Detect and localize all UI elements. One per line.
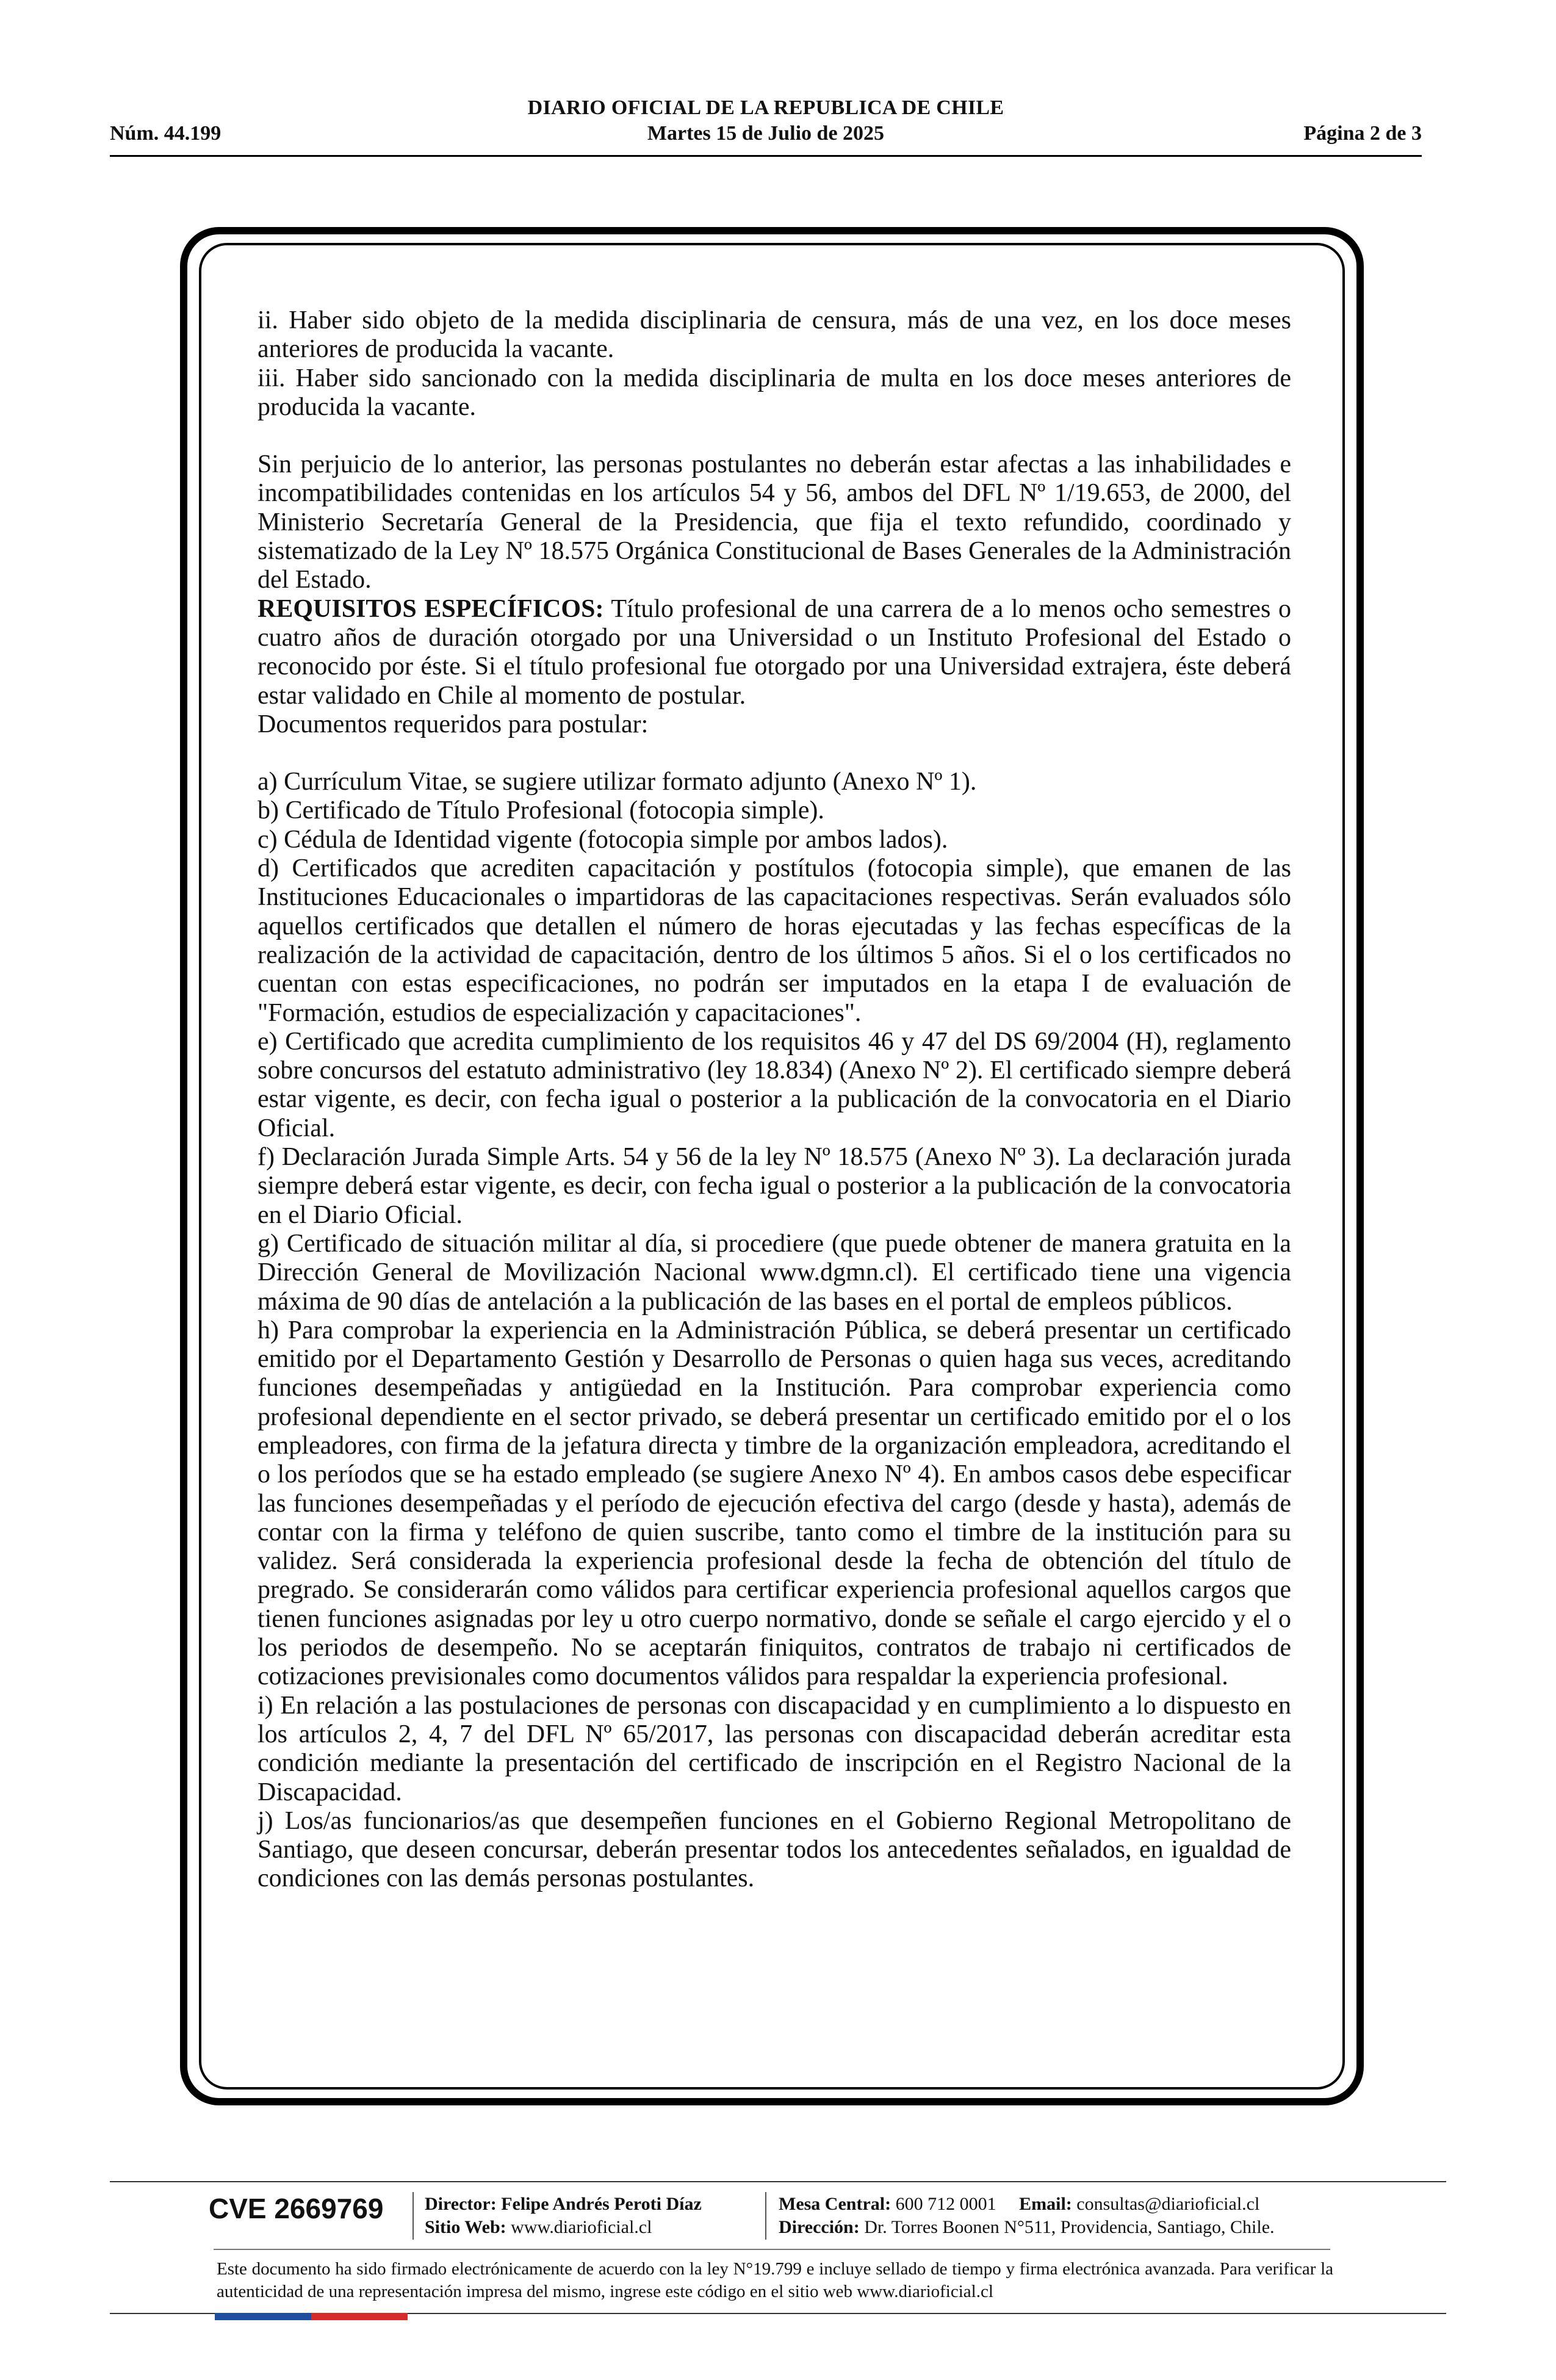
requisitos-label: REQUISITOS ESPECÍFICOS: xyxy=(258,594,604,623)
document-body xyxy=(258,306,1291,1894)
list-item-i: i) En relación a las postulaciones de personas con discapacidad y en cumplimiento a lo dispuesto en los artículos 2, 4, 7 del DFL Nº 65/2017, las personas con discapacidad deberán acreditar esta condición mediante la presentación del certificado de inscripción en el Registro Nacional de la Discapacidad. xyxy=(258,1691,1291,1806)
list-item-d: d) Certificados que acrediten capacitación y postítulos (fotocopia simple), que emanen de las Instituciones Educacionales o impartidoras de las capacitaciones respectivas. Serán evaluados sólo aquellos certificados que detallen el número de horas ejecutadas y las fechas específicas de la realización de la actividad de capacitación, dentro de los últimos 5 años. Si el o los certificados no cuentan con estas especificaciones, no podrán ser imputados en la etapa I de evaluación de "Formación, estudios de especialización y capacitaciones". xyxy=(258,854,1291,1027)
list-item-e: e) Certificado que acredita cumplimiento de los requisitos 46 y 47 del DS 69/2004 (H), reglamento sobre concursos del estatuto administrativo (ley 18.834) (Anexo Nº 2). El certificado siempre deberá estar vigente, es decir, con fecha igual o posterior a la publicación de la convocatoria en el Diario Oficial. xyxy=(258,1027,1291,1142)
list-item-j: j) Los/as funcionarios/as que desempeñen funciones en el Gobierno Regional Metropolitano de Santiago, que deseen concursar, deberán presentar todos los antecedentes señalados, en igualdad de condiciones con las demás personas postulantes. xyxy=(258,1806,1291,1893)
footer-divider-top xyxy=(110,2181,1446,2182)
email-label: Email: xyxy=(1019,2194,1072,2214)
paragraph-sin-perjuicio: Sin perjuicio de lo anterior, las personas postulantes no deberán estar afectas a las inhabilidades e incompatibilidades contenidas en los artículos 54 y 56, ambos del DFL Nº 1/19.653, de 2000, del Ministerio Secretaría General de la Presidencia, que fija el texto refundido, coordinado y sistematizado de la Ley Nº 18.575 Orgánica Constitucional de Bases Generales de la Administración del Estado. xyxy=(258,450,1291,594)
publication-title: DIARIO OFICIAL DE LA REPUBLICA DE CHILE xyxy=(527,96,1004,119)
paragraph-gap xyxy=(258,422,1291,450)
site-link[interactable]: www.diarioficial.cl xyxy=(511,2217,652,2237)
list-item-h: h) Para comprobar la experiencia en la Administración Pública, se deberá presentar un certificado emitido por el Departamento Gestión y Desarrollo de Personas o quien haga sus veces, acreditando funciones desempeñadas y antigüedad en la Institución. Para comprobar experiencia como profesional dependiente en el sector privado, se deberá presentar un certificado emitido por el o los empleadores, con firma de la jefatura directa y timbre de la organización empleadora, acreditando el o los períodos que se ha estado empleado (se sugiere Anexo Nº 4). En ambos casos debe especificar las funciones desempeñadas y el período de ejecución efectiva del cargo (desde y hasta), además de contar con la firma y teléfono de quien suscribe, tanto como el timbre de la institución para su validez. Será considerada la experiencia profesional desde la fecha de obtención del título de pregrado. Se considerarán como válidos para certificar experiencia profesional aquellos cargos que tienen funciones asignadas por ley u otro cuerpo normativo, donde se señale el cargo ejercido y el o los periodos de desempeño. No se aceptarán finiquitos, contratos de trabajo ni certificados de cotizaciones previsionales como documentos válidos para respaldar la experiencia profesional. xyxy=(258,1316,1291,1691)
footer-separator xyxy=(412,2192,414,2240)
paragraph-ii: ii. Haber sido objeto de la medida disciplinaria de censura, más de una vez, en los doce meses anteriores de producida la vacante. xyxy=(258,306,1291,364)
page-header xyxy=(110,92,1422,159)
site-label: Sitio Web: xyxy=(425,2217,506,2237)
address-value: Dr. Torres Boonen N°511, Providencia, Santiago, Chile. xyxy=(864,2217,1275,2237)
flag-bar-red xyxy=(311,2313,408,2320)
requisitos-text: Título profesional de una carrera de a lo menos ocho semestres o cuatro años de duración otorgado por una Universidad o un Instituto Profesional del Estado o reconocido por éste. Si el título profesional fue otorgado por una Universidad extrajera, éste deberá estar validado en Chile al momento de postular. xyxy=(258,594,1291,710)
header-divider xyxy=(110,155,1422,157)
list-item-b: b) Certificado de Título Profesional (fotocopia simple). xyxy=(258,796,824,825)
mesa-phone: 600 712 0001 xyxy=(895,2194,996,2214)
footer-contact-block xyxy=(779,2193,1275,2239)
director-name: Felipe Andrés Peroti Díaz xyxy=(501,2194,702,2214)
list-item-g: g) Certificado de situación militar al día, si procediere (que puede obtener de manera gratuita en la Dirección General de Movilización Nacional www.dgmn.cl). El certificado tiene una vigencia máxima de 90 días de antelación a la publicación de las bases en el portal de empleos públicos. xyxy=(258,1229,1291,1316)
footer-divider-mid xyxy=(214,2249,1330,2250)
flag-bar-blue xyxy=(215,2313,311,2320)
documents-intro: Documentos requeridos para postular: xyxy=(258,710,649,738)
paragraph-iii: iii. Haber sido sancionado con la medida disciplinaria de multa en los doce meses anteriores de producida la vacante. xyxy=(258,364,1291,421)
footer-separator xyxy=(765,2192,766,2240)
page-number: Página 2 de 3 xyxy=(1303,122,1422,145)
address-label: Dirección: xyxy=(779,2217,860,2237)
cve-code: CVE 2669769 xyxy=(209,2193,384,2224)
mesa-label: Mesa Central: xyxy=(779,2194,891,2214)
list-item-a: a) Currículum Vitae, se sugiere utilizar formato adjunto (Anexo Nº 1). xyxy=(258,768,977,796)
director-label: Director: xyxy=(425,2194,497,2214)
signature-notice: Este documento ha sido firmado electrónicamente de acuerdo con la ley N°19.799 e incluye sellado de tiempo y firma electrónica avanzada. Para verificar la autenticidad de una representación impresa del mismo, ingrese este código en el sitio web www.diarioficial.cl xyxy=(217,2259,1333,2301)
footer-director-block xyxy=(425,2193,702,2239)
issue-date: Martes 15 de Julio de 2025 xyxy=(647,122,885,145)
requisitos-paragraph xyxy=(258,595,1291,710)
issue-number: Núm. 44.199 xyxy=(110,122,222,145)
paragraph-gap xyxy=(258,739,1291,768)
email-link[interactable]: consultas@diarioficial.cl xyxy=(1076,2194,1260,2214)
list-item-f: f) Declaración Jurada Simple Arts. 54 y 56 de la ley Nº 18.575 (Anexo Nº 3). La declaración jurada siempre deberá estar vigente, es decir, con fecha igual o posterior a la publicación de la convocatoria en el Diario Oficial. xyxy=(258,1143,1291,1229)
list-item-c: c) Cédula de Identidad vigente (fotocopia simple por ambos lados). xyxy=(258,825,948,854)
